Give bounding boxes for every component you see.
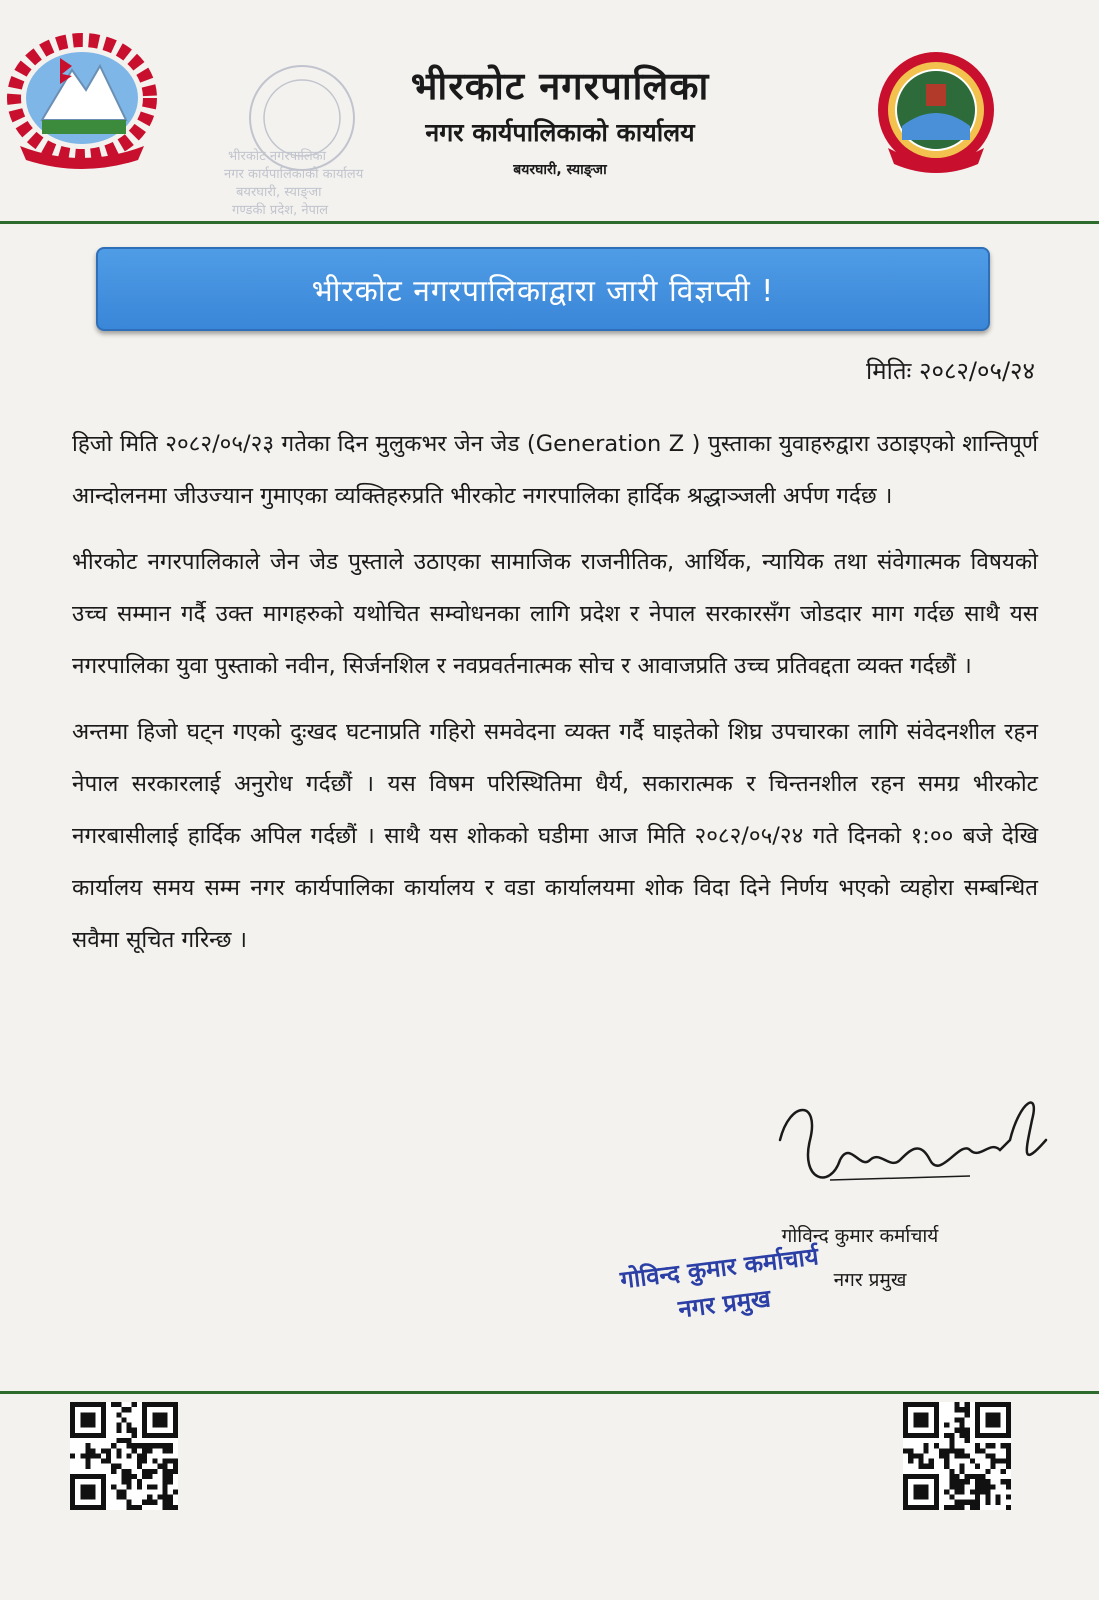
notice-body [72,418,1038,980]
svg-text:नगर कार्यपालिकाको कार्यालय: नगर कार्यपालिकाको कार्यालय [224,167,364,182]
qr-code-right [903,1402,1011,1510]
notice-date: मितिः २०८२/०५/२४ [866,357,1035,385]
office-address: बयरघारी, स्याङ्जा [513,162,607,178]
svg-text:बयरघारी, स्याङ्जा: बयरघारी, स्याङ्जा [236,185,322,200]
footer-divider [0,1391,1099,1394]
notice-banner [96,247,990,331]
blue-stamp-line1: गोविन्द कुमार कर्माचार्य [618,1242,821,1295]
blue-name-stamp [610,1230,900,1340]
paragraph-3: अन्तमा हिजो घट्न गएको दुःखद घटनाप्रति गहिरो समवेदना व्यक्त गर्दै घाइतेको शिघ्र उपचारका लागि संवेदनशील रहन नेपाल सरकारलाई अनुरोध गर्दछौं । यस विषम परिस्थितिमा धैर्य, सकारात्मक र चिन्तनशील रहन समग्र भीरकोट नगरबासीलाई हार्दिक अपिल गर्दछौं । साथै यस शोकको घडीमा आज मिति २०८२/०५/२४ गते दिनको १:०० बजे देखि कार्यालय समय सम्म नगर कार्यपालिका कार्यालय र वडा कार्यालयमा शोक विदा दिने निर्णय भएको व्यहोरा सम्बन्धित सवैमा सूचित गरिन्छ । [72,719,1038,953]
svg-text:भीरकोट नगरपालिका: भीरकोट नगरपालिका [228,149,326,164]
header-divider [0,221,1099,224]
svg-text:गण्डकी प्रदेश, नेपाल: गण्डकी प्रदेश, नेपाल [232,203,329,218]
handwritten-signature [770,1080,1060,1210]
paragraph-1: हिजो मिति २०८२/०५/२३ गतेका दिन मुलुकभर जेन जेड (Generation Z ) पुस्ताका युवाहरुद्वारा उठाइएको शान्तिपूर्ण आन्दोलनमा जीउज्यान गुमाएका व्यक्तिहरुप्रति भीरकोट नगरपालिका हार्दिक श्रद्धाञ्जली अर्पण गर्दछ । [72,431,1038,509]
office-name: भीरकोट नगरपालिका [410,64,710,108]
office-subtitle: नगर कार्यपालिकाको कार्यालय [425,118,695,147]
banner-title: भीरकोट नगरपालिकाद्वारा जारी विज्ञप्ती ! [311,273,775,309]
nepal-emblem-logo [2,28,162,170]
letterhead-title-block [370,60,750,180]
signatory-title: नगर प्रमुख [833,1269,907,1291]
municipality-logo [866,48,1006,176]
qr-code-left [70,1402,178,1510]
office-round-stamp [218,48,386,218]
signatory-name: गोविन्द कुमार कर्माचार्य [781,1225,939,1247]
paragraph-2: भीरकोट नगरपालिकाले जेन जेड पुस्ताले उठाएका सामाजिक राजनीतिक, आर्थिक, न्यायिक तथा संवेगात्मक विषयको उच्च सम्मान गर्दै उक्त मागहरुको यथोचित सम्वोधनका लागि प्रदेश र नेपाल सरकारसँग जोडदार माग गर्दछ साथै यस नगरपालिका युवा पुस्ताको नवीन, सिर्जनशिल र नवप्रवर्तनात्मक सोच र आवाजप्रति उच्च प्रतिवद्दता व्यक्त गर्दछौं । [72,549,1038,679]
blue-stamp-line2: नगर प्रमुख [676,1284,773,1324]
